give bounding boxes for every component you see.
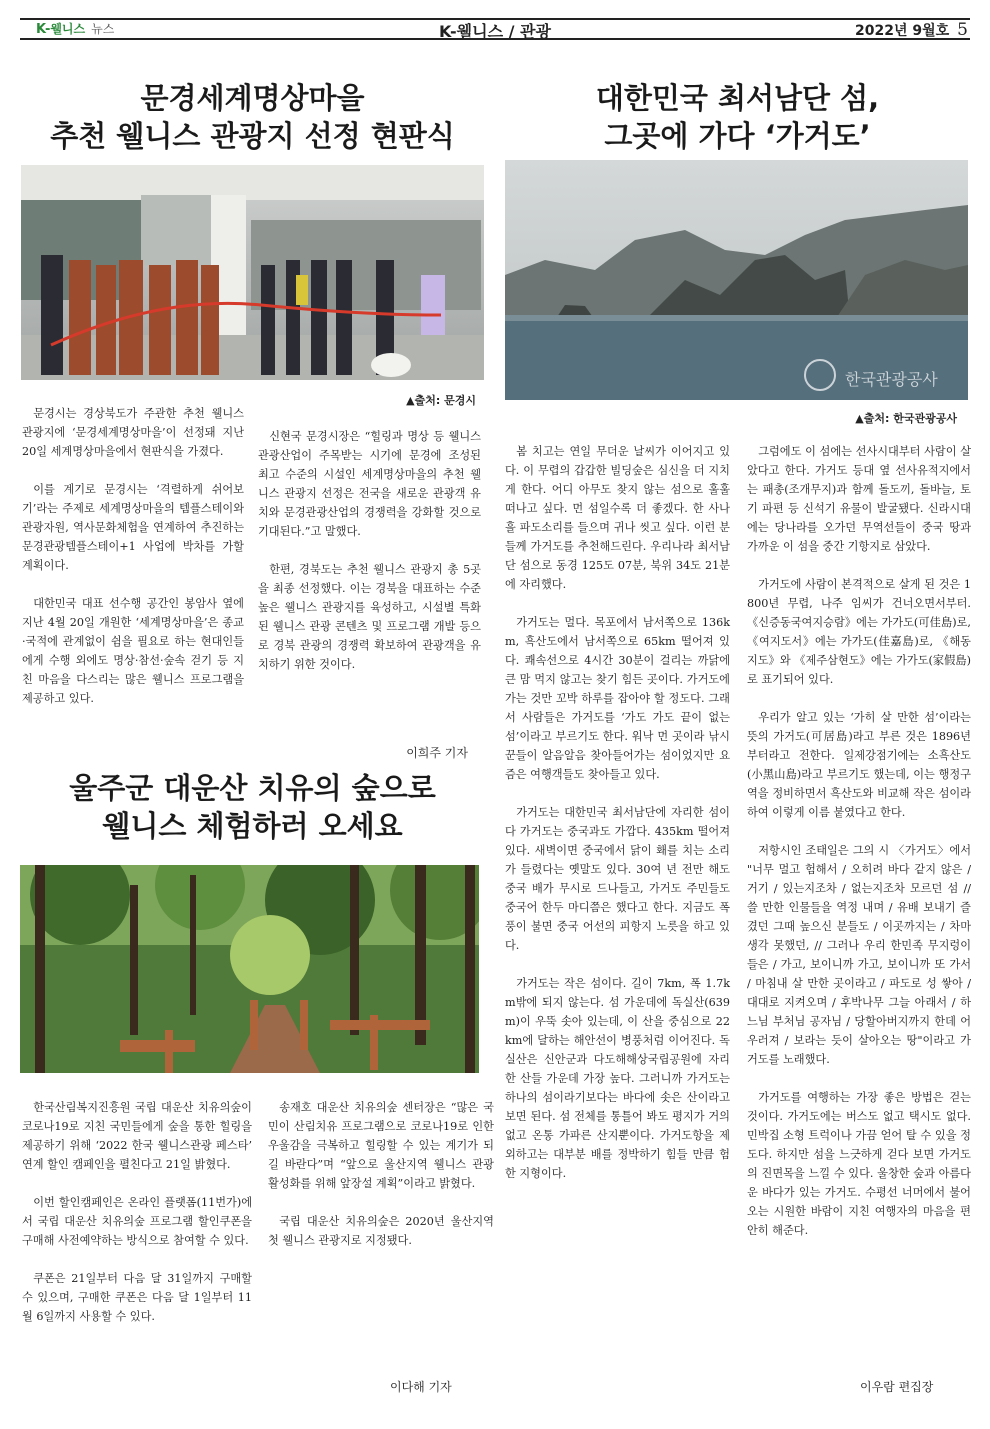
article1-photo-caption: ▲출처: 문경시 (406, 394, 476, 407)
article3-headline (505, 80, 970, 155)
logo-k: K- (36, 22, 51, 37)
paragraph: 신현국 문경시장은 “힐링과 명상 등 웰니스 관광산업이 주목받는 시기에 문경에 조성된 최고 수준의 시설인 세계명상마을의 추천 웰니스 관광지 선정은 전국을 새로운 관광객 유치와 문경관광산업의 경쟁력을 강화할 것으로 기대된다.”고 말했다. (258, 430, 481, 538)
logo-text: 웰니스 (50, 22, 86, 36)
paragraph: 쿠폰은 21일부터 다음 달 31일까지 구매할 수 있으며, 구매한 쿠폰은 다음 달 1일부터 11월 6일까지 사용할 수 있다. (22, 1272, 252, 1323)
article1-photo-ceremony (21, 165, 484, 380)
paragraph: 그럼에도 이 섬에는 선사시대부터 사람이 살았다고 한다. 가거도 등대 옆 선사유적지에서는 패총(조개무지)과 함께 돌도끼, 돌바늘, 토기 파편 등 신석기 유물이 발굴됐다. 신라시대에는 당나라를 오가던 무역선들이 중국 땅과 가까운 이 섬을 중간 기항지로 삼았다. (747, 445, 971, 553)
article1-byline: 이희주 기자 (406, 746, 468, 760)
paragraph: 가거도는 작은 섬이다. 길이 7km, 폭 1.7km밖에 되지 않는다. 섬 가운데에 독실산(639m)이 우뚝 솟아 있는데, 이 산을 중심으로 22km에 달하는 해안선이 병풍처럼 이어진다. 독실산은 신안군과 다도해해상국립공원에 자리한 산들 가운데 가장 높다. 그러니까 가거도는 하나의 섬이라기보다는 바다에 솟은 산이라고 보면 된다. 섬 전체를 통틀어 봐도 평지가 거의 없고 온통 가파른 산지뿐이다. 가거도항을 제외하고는 대부분 배를 정박하기 힘들 만큼 험한 지형이다. (505, 977, 730, 1180)
paragraph: 가거도에 사람이 본격적으로 살게 된 것은 1800년 무렵, 나주 임씨가 건너오면서부터. 《신증동국여지승람》에는 가가도(可佳島)로, 《여지도서》에는 가가도(佳嘉島)로, 《해동지도》와 《제주삼현도》에는 가가도(家假島)로 표기되어 있다. (747, 578, 971, 686)
photo-watermark: 한국관광공사 (845, 370, 938, 389)
article3-column2 (747, 442, 971, 1259)
page-number: 5 (957, 20, 968, 40)
article2-title-line1: 울주군 대운산 치유의 숲으로 (69, 771, 436, 805)
paragraph: 우리가 알고 있는 ‘가히 살 만한 섬’이라는 뜻의 가거도(可居島)라고 부른 것은 1896년부터라고 전한다. 일제강점기에는 소흑산도(小黑山島)라고 부르기도 했는데, 이는 행정구역을 정비하면서 흑산도와 비교해 작은 섬이라 하여 이렇게 이름 붙였다고 한다. (747, 711, 971, 819)
paragraph: 문경시는 경상북도가 주관한 추천 웰니스 관광지에 ‘문경세계명상마을’이 선정돼 지난 20일 세계명상마을에서 현판식을 가졌다. (22, 407, 244, 458)
article2-title-line2: 웰니스 체험하러 오세요 (102, 808, 403, 843)
paragraph: 이번 할인캠페인은 온라인 플랫폼(11번가)에서 국립 대운산 치유의숲 프로그램 할인쿠폰을 구매해 사전예약하는 방식으로 참여할 수 있다. (22, 1196, 252, 1247)
article1-title-line1: 문경세계명상마을 (140, 81, 365, 115)
article3-title-line2: 그곳에 가다 ‘가거도’ (604, 118, 871, 153)
article3-photo-caption: ▲출처: 한국관광공사 (855, 412, 957, 425)
issue-info (855, 20, 968, 40)
article2-photo-forest-deck (20, 865, 479, 1073)
article1-column1 (22, 404, 244, 727)
paragraph: 대한민국 대표 선수행 공간인 봉암사 옆에 지난 4월 20일 개원한 ‘세계명상마을’은 종교·국적에 관계없이 쉼을 필요로 하는 현대인들에게 수행 외에도 명상·참선·숲속 걷기 등 지친 마음을 다스리는 많은 웰니스 프로그램을 제공하고 있다. (22, 597, 244, 705)
paragraph: 봄 치고는 연일 무더운 날씨가 이어지고 있다. 이 무렵의 갑갑한 빌딩숲은 심신을 더 지치게 한다. 어디 아무도 찾지 않는 섬으로 훌훌 떠나고 싶다. 먼 섬일수록 더 좋겠다. 한 사나흘 파도소리를 들으며 귀나 씻고 싶다. 이런 분들께 가거도를 추천해드린다. 우리나라 최서남단 섬으로 동경 125도 07분, 북위 34도 21분에 자리했다. (505, 445, 730, 591)
paragraph: 저항시인 조태일은 그의 시 〈가거도〉에서 "너무 멀고 험해서 / 오히려 바다 같지 않은 / 거기 / 있는지조차 / 없는지조차 모르던 섬 // 쓸 만한 인물들을 역정 내며 / 유배 보내기 즐겼던 그때 높으신 분들도 / 이곳까지는 / 차마 생각 못했던, // 그러나 우리 한민족 무지렁이들은 / 가고, 보이니까 가고, 보이니까 또 가서 / 마침내 살 만한 곳이라고 / 파도로 성 쌓아 / 대대로 지켜오며 / 후박나무 그늘 아래서 / 하느님 부처님 공자님 / 당할아버지까지 한데 어우러져 / 보라는 듯이 살아오는 땅"이라고 가거도를 노래했다. (747, 844, 971, 1066)
article3-title-line1: 대한민국 최서남단 섬, (595, 81, 880, 115)
paragraph: 가거도는 멀다. 목포에서 남서쪽으로 136km, 흑산도에서 남서쪽으로 65km 떨어져 있다. 쾌속선으로 4시간 30분이 걸리는 까닭에 큰 맘 먹지 않고는 찾기 힘든 곳이다. 가거도에 가는 것만 꼬박 하루를 잡아야 할 정도다. 그래서 사람들은 가거도를 ‘가도 가도 끝이 없는 섬’이라고 부르기도 한다. 워낙 먼 곳이라 낚시꾼들이 알음알음 찾아들어가는 섬이었지만 요즘은 여행객들도 찾아들고 있다. (505, 616, 730, 781)
article2-byline: 이다해 기자 (390, 1380, 452, 1394)
paragraph: 한국산림복지진흥원 국립 대운산 치유의숲이 코로나19로 지친 국민들에게 숲을 통한 힐링을 제공하기 위해 ‘2022 한국 웰니스관광 페스타’ 연계 할인 캠페인을 펼친다고 21일 밝혔다. (22, 1101, 252, 1171)
article1-column2 (258, 427, 481, 693)
paragraph: 가거도는 대한민국 최서남단에 자리한 섬이다 가거도는 중국과도 가깝다. 435km 떨어져 있다. 새벽이면 중국에서 닭이 홰를 치는 소리가 들렸다는 옛말도 있다. 30여 년 전만 해도 중국 배가 무시로 드나들고, 가거도 주민들도 중국어 한두 마디쯤은 했다고 한다. 지금도 폭풍이 불면 중국 어선의 피항지 노릇을 하고 있다. (505, 806, 730, 952)
paragraph: 이를 계기로 문경시는 ‘격렬하게 쉬어보기’라는 주제로 세계명상마을의 템플스테이와 관광자원, 역사문화체험을 연계하여 추진하는 문경관광템플스테이+1 사업에 박차를 가할 계획이다. (22, 483, 244, 572)
article1-title-line2: 추천 웰니스 관광지 선정 현판식 (50, 118, 455, 153)
paragraph: 송재호 대운산 치유의숲 센터장은 “많은 국민이 산림치유 프로그램으로 코로나19로 인한 우울감을 극복하고 힐링할 수 있는 계기가 되길 바란다”며 “앞으로 울산지역 웰니스 관광 활성화를 위해 앞장설 계획”이라고 밝혔다. (268, 1101, 494, 1190)
article2-column2 (268, 1098, 494, 1269)
article2-headline (20, 770, 485, 845)
logo-news: 뉴스 (91, 22, 115, 36)
paragraph: 국립 대운산 치유의숲은 2020년 울산지역 첫 웰니스 관광지로 지정됐다. (268, 1215, 494, 1247)
paragraph: 가거도를 여행하는 가장 좋은 방법은 걷는 것이다. 가거도에는 버스도 없고 택시도 없다. 민박집 소형 트럭이나 가끔 얻어 탈 수 있을 정도다. 하지만 섬을 느긋하게 걷다 보면 가거도의 진면목을 느낄 수 있다. 울창한 숲과 아름다운 바다가 있는 가거도. 수평선 너머에서 불어오는 시원한 바람이 지친 여행자의 마음을 편안히 해준다. (747, 1091, 971, 1237)
article2-column1 (22, 1098, 252, 1345)
section-title: K-웰니스 / 관광 (439, 22, 551, 41)
article1-headline (20, 80, 485, 155)
article3-column1 (505, 442, 730, 1202)
issue-date: 2022년 9월호 (855, 23, 950, 39)
article3-byline: 이우람 편집장 (860, 1380, 934, 1394)
paragraph: 한편, 경북도는 추천 웰니스 관광지 총 5곳을 최종 선정했다. 이는 경북을 대표하는 수준 높은 웰니스 관광지를 육성하고, 시설별 특화된 웰니스 관광 콘텐츠 및 프로그램 개발 등으로 경북 관광의 경쟁력 확보하여 관광객을 유치하기 위한 것이다. (258, 563, 481, 671)
article3-photo-gageodo (505, 160, 968, 400)
